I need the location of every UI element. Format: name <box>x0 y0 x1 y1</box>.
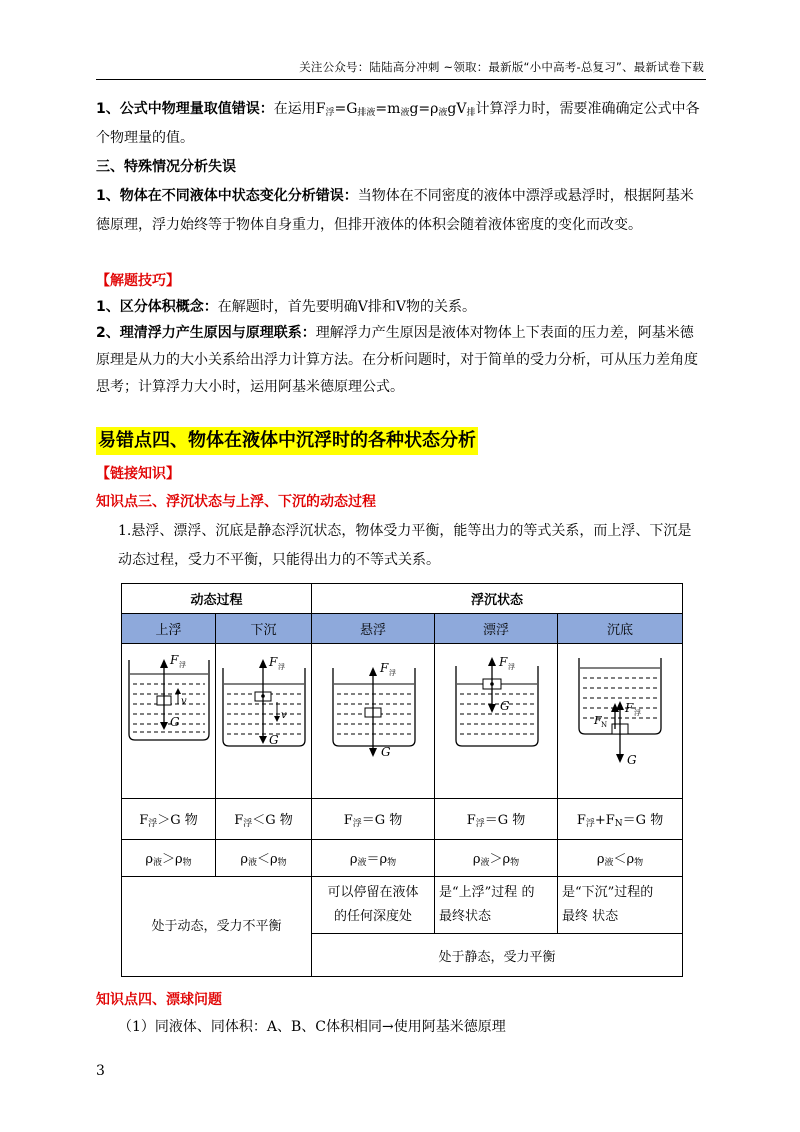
tip-item-buoyancy: 2、理清浮力产生原因与原理联系：理解浮力产生原因是液体对物体上下表面的压力差，阿基米德 <box>96 325 694 341</box>
force-rise: $F_浮>G$ 物 <box>122 799 216 840</box>
diagram-sink-cell <box>216 644 312 799</box>
header-rule <box>96 79 706 80</box>
static-note: 处于静态，受力平衡 <box>312 934 683 977</box>
page-number: 3 <box>96 1063 105 1079</box>
svg-text:F: F <box>499 655 508 669</box>
column-header-bottom: 沉底 <box>558 614 683 644</box>
column-header-sink: 下沉 <box>216 614 312 644</box>
knowledge-point-3-text: 1.悬浮、漂浮、沉底是静态浮沉状态，物体受力平衡，能等出力的等式关系，而上浮、下沉是 <box>118 523 692 539</box>
force-float: $F_浮=G$ 物 <box>435 799 558 840</box>
error-item-state: 1、物体在不同液体中状态变化分析错误：当物体在不同密度的液体中漂浮或悬浮时，根据阿基米 <box>96 188 694 204</box>
svg-text:G: G <box>169 715 180 729</box>
svg-text:F: F <box>625 701 634 715</box>
svg-text:G: G <box>627 753 637 767</box>
link-knowledge-heading: 【链接知识】 <box>96 466 180 482</box>
diagram-float <box>436 644 556 794</box>
error-item-state-cont: 德原理，浮力始终等于物体自身重力，但排开液体的体积会随着液体密度的变化而改变。 <box>96 217 642 233</box>
svg-text:浮: 浮 <box>389 669 397 677</box>
diagram-float-cell <box>435 644 558 799</box>
force-sink: $F_浮<G$ 物 <box>216 799 312 840</box>
section-title: 易错点四、物体在液体中沉浮时的各种状态分析 <box>96 427 478 455</box>
heading-special-cases: 三、特殊情况分析失误 <box>96 159 236 175</box>
tip-item-buoyancy-cont1: 原理是从力的大小关系给出浮力计算方法。在分析问题时，对于简单的受力分析，可从压力差角度 <box>96 352 698 368</box>
svg-text:浮: 浮 <box>508 663 516 671</box>
suspend-note: 可以停留在液体 的任何深度处 <box>312 877 435 934</box>
floating-states-table <box>121 583 683 977</box>
diagram-suspend-cell <box>312 644 435 799</box>
density-bottom: $\rho_液<\rho_物$ <box>558 840 683 877</box>
density-sink: $\rho_液<\rho_物$ <box>216 840 312 877</box>
diagram-bottom-cell <box>558 644 683 799</box>
svg-text:G: G <box>500 699 510 713</box>
density-suspend: $\rho_液=\rho_物$ <box>312 840 435 877</box>
svg-text:浮: 浮 <box>277 663 285 671</box>
column-header-rise: 上浮 <box>122 614 216 644</box>
page-header: 关注公众号：陆陆高分冲刺 ~领取：最新版“小中高考-总复习”、最新试卷下载 <box>299 60 704 74</box>
svg-text:F: F <box>169 653 178 667</box>
svg-text:F: F <box>268 655 277 669</box>
knowledge-point-3-text-cont: 动态过程，受力不平衡，只能得出力的不等式关系。 <box>118 552 440 568</box>
svg-text:F: F <box>594 714 602 727</box>
column-header-float: 漂浮 <box>435 614 558 644</box>
force-bottom: $F_浮+F_N=G$ 物 <box>558 799 683 840</box>
group-dynamic-header: 动态过程 <box>122 584 312 614</box>
svg-text:G: G <box>381 745 391 759</box>
tips-heading: 【解题技巧】 <box>96 273 180 289</box>
svg-text:浮: 浮 <box>178 661 186 669</box>
error-item-formula-title: 1、公式中物理量取值错误： <box>96 101 274 117</box>
tip-item-buoyancy-title: 2、理清浮力产生原因与原理联系： <box>96 325 316 341</box>
dynamic-note: 处于动态，受力不平衡 <box>122 877 312 977</box>
knowledge-point-4-text: （1）同液体、同体积：A、B、C体积相同→使用阿基米德原理 <box>118 1019 506 1035</box>
tip-item-volume: 1、区分体积概念：在解题时，首先要明确V排和V物的关系。 <box>96 299 476 315</box>
float-note: 是“上浮”过程 的 最终状态 <box>435 877 558 934</box>
error-item-formula-cont: 个物理量的值。 <box>96 130 194 146</box>
svg-text:v: v <box>280 710 287 721</box>
error-item-formula: 1、公式中物理量取值错误：在运用$F_浮=G_{排液}=m_液g=\rho_液gV_排$计算浮力时，需要准确确定公式中各 <box>96 101 700 118</box>
density-rise: $\rho_液>\rho_物$ <box>122 840 216 877</box>
diagram-sink <box>217 644 311 794</box>
group-static-header: 浮沉状态 <box>312 584 683 614</box>
density-float: $\rho_液>\rho_物$ <box>435 840 558 877</box>
diagram-suspend <box>313 644 433 794</box>
svg-text:N: N <box>601 721 608 729</box>
tip-item-buoyancy-cont2: 思考；计算浮力大小时，运用阿基米德原理公式。 <box>96 379 404 395</box>
error-item-state-title: 1、物体在不同液体中状态变化分析错误： <box>96 188 358 204</box>
diagram-rise-cell <box>122 644 216 799</box>
svg-text:G: G <box>268 733 279 747</box>
bottom-note: 是“下沉”过程的 最终 状态 <box>558 877 683 934</box>
knowledge-point-3-title: 知识点三、浮沉状态与上浮、下沉的动态过程 <box>96 494 376 510</box>
svg-text:F: F <box>380 661 389 675</box>
svg-text:浮: 浮 <box>634 709 642 717</box>
diagram-bottom <box>559 644 681 794</box>
diagram-rise <box>123 644 215 794</box>
column-header-suspend: 悬浮 <box>312 614 435 644</box>
tip-item-volume-title: 1、区分体积概念： <box>96 299 218 315</box>
knowledge-point-4-title: 知识点四、漂球问题 <box>96 992 222 1008</box>
svg-text:v: v <box>180 696 187 707</box>
force-suspend: $F_浮=G$ 物 <box>312 799 435 840</box>
